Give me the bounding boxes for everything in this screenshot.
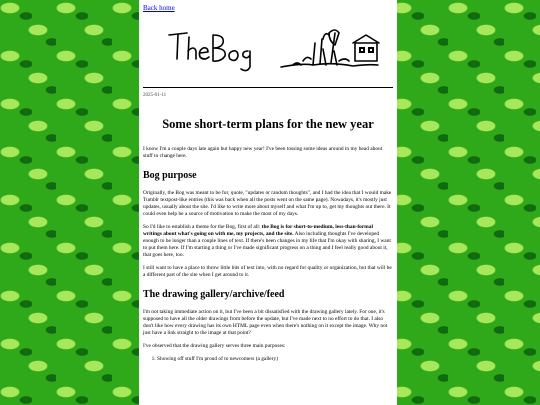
drawing-gallery-paragraph-2: I've observed that the drawing gallery serves three main purposes: [143, 343, 286, 349]
bog-theme-statement: the Bog is for short-to-medium, less-than-formal writings about what's going on with me, my projects, and the site. [143, 224, 373, 237]
bog-purpose-paragraph-2 [143, 224, 393, 259]
drawing-gallery-paragraph-1: I'm not taking immediate action on it, but I've been a bit dissatisfied with the drawing gallery lately. For one, it's supposed to have all the older drawings from before the update, but I've made next to no effort to do that. I also don't like how every drawing has its own HTML page even when there's nothing on it except the image. Why not just have a link straight to the image at that point? [143, 309, 388, 336]
bog-purpose-paragraph-1: Originally, the Bog was meant to be for, quote, "updates or random thoughts", and I had the idea that I would make Tumblr textpost-like entries (this was back when all the posts went on the same page). Nowadays, it's mostly just updates, usually about the site. I'd like to write more about myself and what I'm up to, get my thoughts out there. It could even help be a source of motivation to make the most of my days. [143, 190, 392, 217]
post-page [139, 0, 397, 405]
paragraph-text: So I'd like to establish a theme for the Bog, first of all: [143, 224, 262, 230]
back-home-link[interactable]: Back home [143, 4, 175, 12]
section-heading-drawing-gallery: The drawing gallery/archive/feed [143, 289, 285, 300]
post-title: Some short-term plans for the new year [162, 117, 374, 131]
list-item: 1. Showing off stuff I'm proud of to newcomers (a gallery) [157, 356, 393, 363]
gallery-purposes-list [143, 356, 393, 363]
paragraph-text: Also including thoughts I've developed enough to be longer than a couple lines of text. If there's been changes in my life that I'm okay with sharing, I want to put them here. If I'm starting a thing or I've made significant progress on a thing and I feel really good about it, that goes here, too. [143, 231, 391, 258]
section-heading-bog-purpose: Bog purpose [143, 170, 197, 181]
post-intro: I know I'm a couple days late again but happy new year! I've been tossing some ideas around in my head about stuff to change here. [143, 146, 383, 159]
the-bog-logo [163, 21, 383, 77]
bog-purpose-paragraph-3: I still want to have a place to throw little bits of text into, with no regard for quality or organization, but that will be a different part of the site when I get around to it. [143, 265, 392, 278]
header-divider [143, 87, 393, 88]
post-date: 2025-01-11 [143, 93, 167, 98]
